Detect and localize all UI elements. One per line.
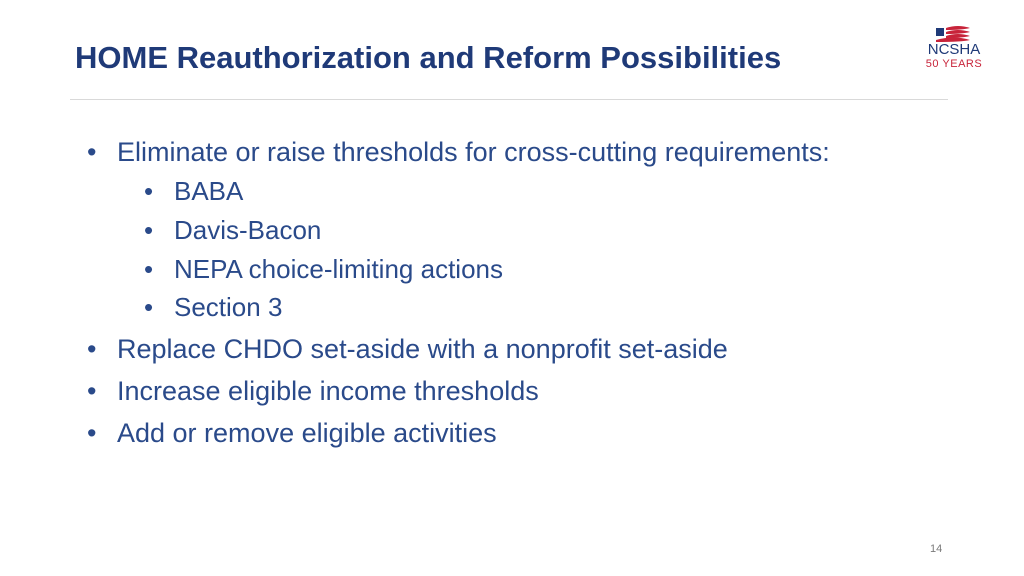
list-item-text: NEPA choice-limiting actions [174, 254, 503, 284]
list-item [144, 254, 503, 285]
list-item [144, 176, 244, 207]
list-item [144, 215, 322, 246]
bullet-icon: • [144, 176, 154, 206]
list-item [87, 418, 497, 449]
bullet-icon: • [144, 215, 154, 245]
logo-tagline: 50 YEARS [925, 58, 983, 70]
title-divider [70, 99, 948, 100]
bullet-icon: • [87, 376, 97, 406]
list-item [144, 292, 283, 323]
list-item-text: Eliminate or raise thresholds for cross-cutting requirements: [117, 137, 830, 167]
list-item-text: Increase eligible income thresholds [117, 376, 539, 406]
ncsha-logo [918, 24, 990, 72]
logo-wordmark: NCSHA [927, 41, 981, 58]
list-item [87, 137, 830, 168]
bullet-icon: • [144, 292, 154, 322]
list-item [87, 376, 539, 407]
bullet-icon: • [87, 137, 97, 167]
list-item-text: BABA [174, 176, 244, 206]
bullet-icon: • [144, 254, 154, 284]
bullet-icon: • [87, 334, 97, 364]
slide-title: HOME Reauthorization and Reform Possibilities [75, 40, 782, 75]
list-item-text: Add or remove eligible activities [117, 418, 497, 448]
list-item-text: Replace CHDO set-aside with a nonprofit set-aside [117, 334, 728, 364]
list-item-text: Davis-Bacon [174, 215, 322, 245]
list-item [87, 334, 728, 365]
page-number: 14 [930, 543, 943, 555]
list-item-text: Section 3 [174, 292, 283, 322]
bullet-icon: • [87, 418, 97, 448]
